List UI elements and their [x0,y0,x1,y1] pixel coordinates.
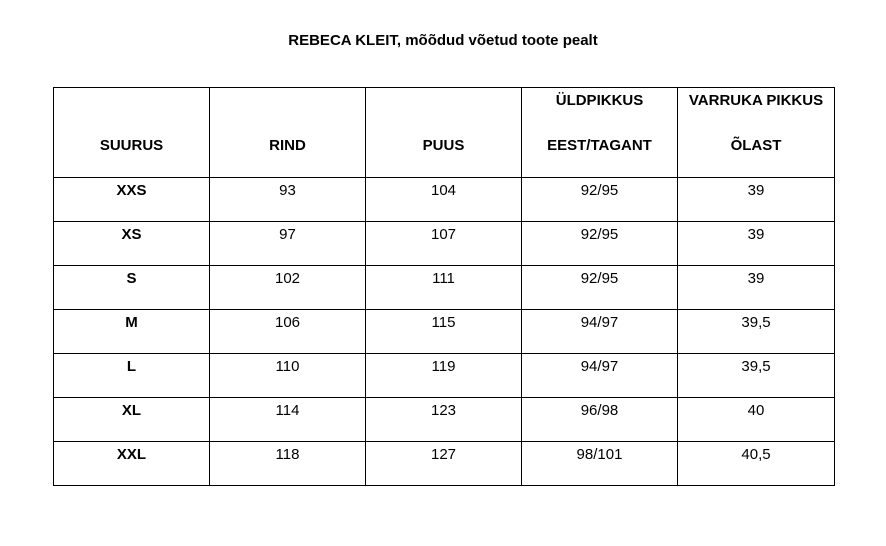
sleeve-length-cell: 39,5 [678,354,835,398]
size-cell: XXL [54,442,210,486]
sleeve-length-cell: 39 [678,222,835,266]
header-chest [210,88,366,178]
header-total-length [522,88,678,178]
table-row [54,222,835,266]
header-hip [366,88,522,178]
hip-cell: 107 [366,222,522,266]
sleeve-length-cell: 40,5 [678,442,835,486]
sleeve-length-cell: 39 [678,178,835,222]
header-label: SUURUS [99,137,164,154]
header-label-top: ÜLDPIKKUS [555,92,644,109]
table-row [54,310,835,354]
total-length-cell: 96/98 [522,398,678,442]
header-label-top: VARRUKA PIKKUS [688,92,824,109]
hip-cell: 115 [366,310,522,354]
size-cell: XXS [54,178,210,222]
chest-cell: 93 [210,178,366,222]
sleeve-length-cell: 39,5 [678,310,835,354]
hip-cell: 123 [366,398,522,442]
size-table [53,87,835,486]
chest-cell: 102 [210,266,366,310]
hip-cell: 127 [366,442,522,486]
chest-cell: 114 [210,398,366,442]
sleeve-length-cell: 40 [678,398,835,442]
table-row [54,266,835,310]
hip-cell: 119 [366,354,522,398]
chest-cell: 97 [210,222,366,266]
header-sleeve-length [678,88,835,178]
total-length-cell: 92/95 [522,178,678,222]
table-row [54,398,835,442]
size-cell: M [54,310,210,354]
header-label: ÕLAST [730,137,782,154]
size-cell: XS [54,222,210,266]
header-label: RIND [269,137,306,154]
document-title: REBECA KLEIT, mõõdud võetud toote pealt [288,32,598,49]
hip-cell: 104 [366,178,522,222]
header-label: EEST/TAGANT [547,137,652,154]
table-row [54,354,835,398]
chest-cell: 118 [210,442,366,486]
chest-cell: 106 [210,310,366,354]
table-row [54,442,835,486]
header-label: PUUS [422,137,465,154]
size-cell: S [54,266,210,310]
total-length-cell: 98/101 [522,442,678,486]
size-cell: XL [54,398,210,442]
table-row [54,178,835,222]
hip-cell: 111 [366,266,522,310]
header-size [54,88,210,178]
chest-cell: 110 [210,354,366,398]
total-length-cell: 94/97 [522,310,678,354]
total-length-cell: 92/95 [522,266,678,310]
size-cell: L [54,354,210,398]
table-header-row [54,88,835,178]
total-length-cell: 94/97 [522,354,678,398]
total-length-cell: 92/95 [522,222,678,266]
sleeve-length-cell: 39 [678,266,835,310]
